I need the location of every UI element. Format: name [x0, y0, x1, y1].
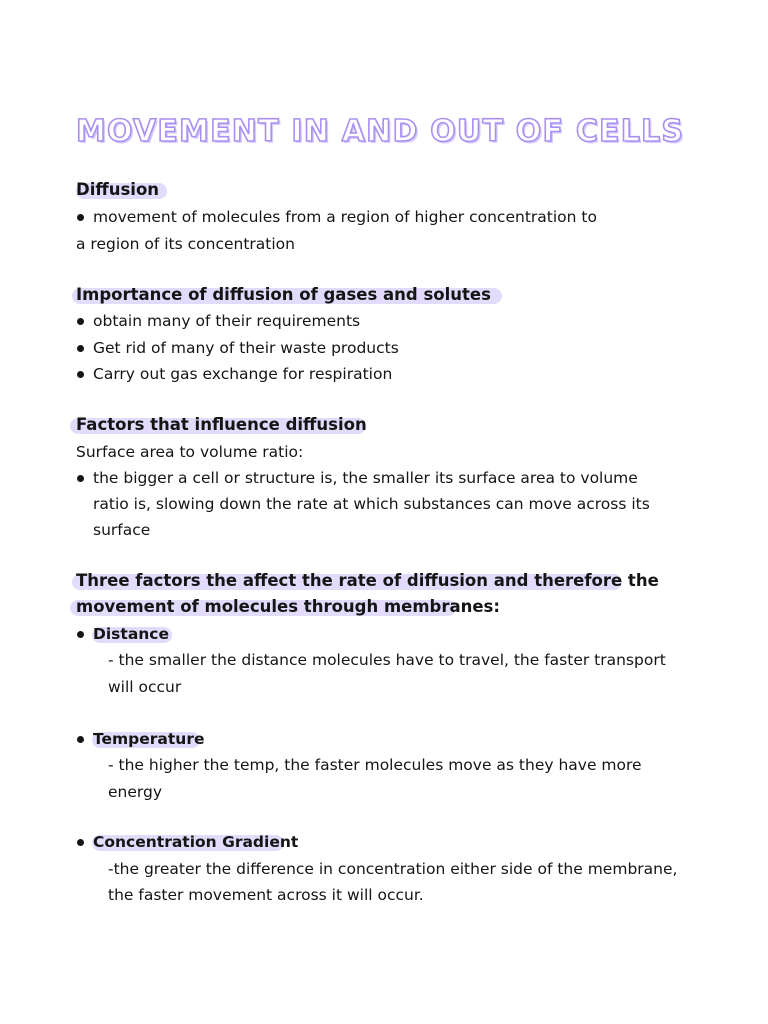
importance-item-1: obtain many of their requirements: [93, 312, 361, 330]
temperature-line-1: - the higher the temp, the faster molecules move as they have more: [108, 756, 642, 774]
bullet-icon: [77, 318, 84, 325]
heading-importance: Importance of diffusion of gases and solutes: [76, 285, 491, 304]
distance-line-1: - the smaller the distance molecules have to travel, the faster transport: [108, 651, 666, 669]
bullet-icon: [77, 736, 84, 743]
bullet-icon: [77, 839, 84, 846]
label-temperature: Temperature: [93, 730, 205, 748]
gradient-line-1: -the greater the difference in concentration either side of the membrane,: [108, 860, 678, 878]
temperature-line-2: energy: [108, 783, 163, 801]
factors-subheading: Surface area to volume ratio:: [76, 443, 304, 461]
heading-three-factors-line-2: movement of molecules through membranes:: [76, 597, 500, 616]
bullet-icon: [77, 475, 84, 482]
factors-line-3: surface: [93, 521, 151, 539]
bullet-icon: [77, 371, 84, 378]
bullet-icon: [77, 214, 84, 221]
label-distance: Distance: [93, 625, 170, 643]
heading-factors: Factors that influence diffusion: [76, 415, 367, 434]
bullet-icon: [77, 345, 84, 352]
heading-three-factors-line-1: Three factors the affect the rate of diffusion and therefore the: [76, 571, 659, 590]
distance-line-2: will occur: [108, 678, 182, 696]
diffusion-line-2: a region of its concentration: [76, 235, 295, 253]
importance-item-3: Carry out gas exchange for respiration: [93, 365, 393, 383]
label-concentration-gradient: Concentration Gradient: [93, 833, 299, 851]
importance-item-2: Get rid of many of their waste products: [93, 339, 399, 357]
diffusion-line-1: movement of molecules from a region of higher concentration to: [93, 208, 597, 226]
gradient-line-2: the faster movement across it will occur.: [108, 886, 424, 904]
factors-line-2: ratio is, slowing down the rate at which substances can move across its: [93, 495, 650, 513]
bullet-icon: [77, 631, 84, 638]
page-title: MOVEMENT IN AND OUT OF CELLS: [76, 114, 685, 149]
heading-diffusion: Diffusion: [76, 180, 160, 199]
factors-line-1: the bigger a cell or structure is, the smaller its surface area to volume: [93, 469, 638, 487]
